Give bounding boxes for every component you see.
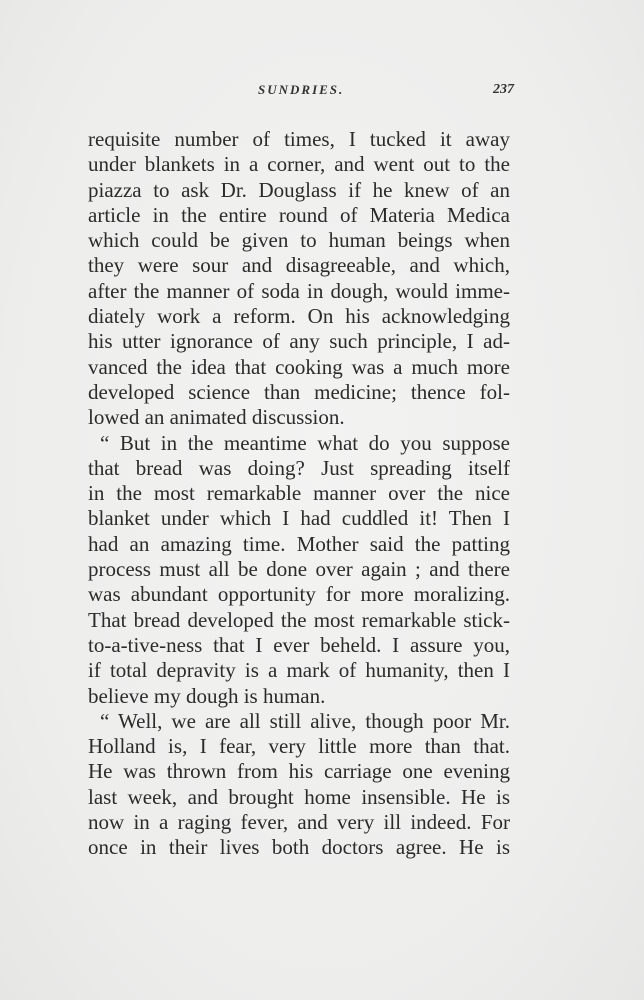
text-line: vanced the idea that cooking was a much more [88,354,510,379]
text-line: they were sour and disagreeable, and which, [88,253,510,278]
paragraph-start-line: “ Well, we are all still alive, though poor Mr. [100,708,510,733]
text-line: blanket under which I had cuddled it! Then I [88,506,510,531]
text-line: piazza to ask Dr. Douglass if he knew of an [88,177,510,202]
text-line: had an amazing time. Mother said the patting [88,531,510,556]
text-line: now in a raging fever, and very ill indeed. For [88,810,510,835]
text-line: which could be given to human beings when [88,228,510,253]
text-line: under blankets in a corner, and went out to the [88,152,510,177]
page-number: 237 [493,82,514,97]
body-text [88,127,510,861]
text-line: in the most remarkable manner over the nice [88,481,510,506]
text-line: article in the entire round of Materia Medica [88,202,510,227]
running-head [88,82,514,106]
paragraph-start-line: “ But in the meantime what do you suppose [100,430,510,455]
text-line: was abundant opportunity for more moralizing. [88,582,510,607]
text-line: after the manner of soda in dough, would imme- [88,278,510,303]
text-line: process must all be done over again ; and there [88,557,510,582]
text-line: That bread developed the most remarkable stick- [88,607,510,632]
text-line: Holland is, I fear, very little more than that. [88,734,510,759]
text-line: He was thrown from his carriage one evening [88,759,510,784]
text-line: requisite number of times, I tucked it away [88,127,510,151]
text-line: last week, and brought home insensible. He is [88,784,510,809]
paragraph-end-line: believe my dough is human. [88,683,326,708]
text-line: if total depravity is a mark of humanity, then I [88,658,510,683]
text-line: diately work a reform. On his acknowledging [88,304,510,329]
text-line: that bread was doing? Just spreading itself [88,455,510,480]
running-title: SUNDRIES. [258,82,345,97]
text-line: once in their lives both doctors agree. He is [88,835,510,860]
text-line: developed science than medicine; thence fol- [88,379,510,404]
paragraph-end-line: lowed an animated discussion. [88,405,345,430]
text-line: to-a-tive-ness that I ever beheld. I assure you, [88,632,510,657]
text-line: his utter ignorance of any such principle, I ad- [88,329,510,354]
